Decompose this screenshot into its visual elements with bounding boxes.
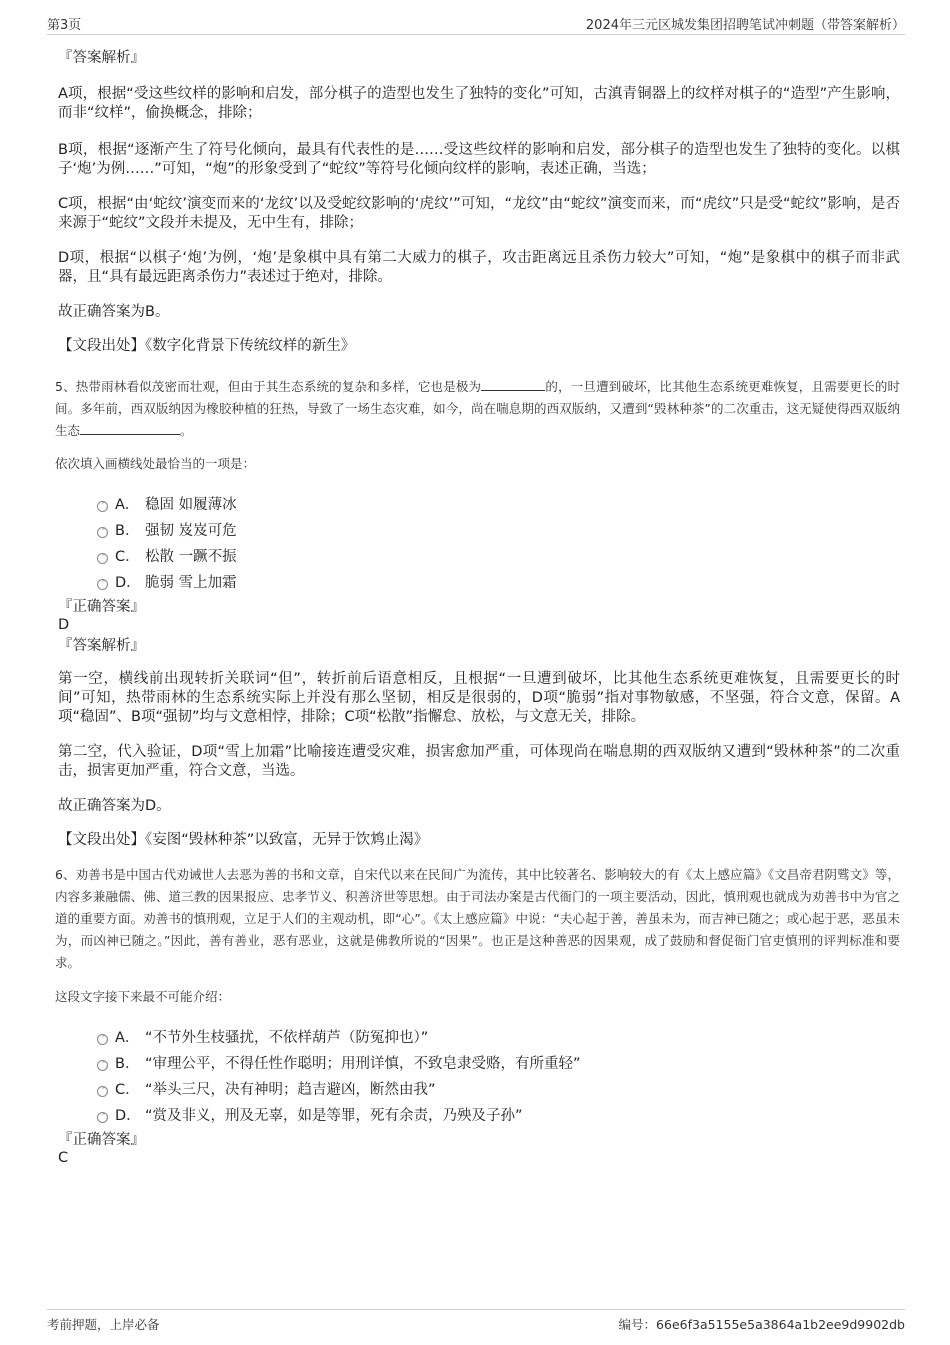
option-a[interactable]: A． 稳固 如履薄冰	[55, 492, 900, 518]
radio-icon[interactable]	[97, 1060, 108, 1071]
analysis-d: D项，根据“以棋子‘炮’为例，‘炮’是象棋中具有第二大威力的棋子，攻击距离远且杀伤力较大”可知，“炮”是象棋中的棋子而非武器，且“具有最远距离杀伤力”表述过于绝对，排除。	[58, 250, 900, 285]
question-5-prompt: 依次填入画横线处最恰当的一项是：	[55, 456, 256, 471]
radio-icon[interactable]	[97, 579, 108, 590]
page-number: 第3页	[47, 18, 82, 33]
page-content	[55, 44, 900, 1167]
analysis-label: 『答案解析』	[58, 50, 145, 66]
radio-icon[interactable]	[97, 527, 108, 538]
option-c[interactable]: C． 松散 一蹶不振	[55, 544, 900, 570]
option-c[interactable]: C． “举头三尺，决有神明；趋吉避凶，断然由我”	[55, 1077, 900, 1103]
source: 【文段出处】《妄图“毁林种茶”以致富，无异于饮鸩止渴》	[58, 832, 429, 848]
analysis-blank-1: 第一空，横线前出现转折关联词“但”，转折前后语意相反，且根据“一旦遭到破坏，比其他生态系统更难恢复，且需要更长的时间”可知，热带雨林的生态系统实际上并没有那么坚韧，相反是很弱的，D项“脆弱”指对事物敏感，不坚强，符合文意，保留。A项“稳固”、B项“强韧”均与文意相悖，排除；C项“松散”指懈怠、放松，与文意无关，排除。	[58, 671, 900, 725]
radio-icon[interactable]	[97, 501, 108, 512]
question-6-options	[55, 1025, 900, 1129]
option-d[interactable]: D． “赏及非义，刑及无辜，如是等罪，死有余责，乃殃及子孙”	[55, 1103, 900, 1129]
radio-icon[interactable]	[97, 553, 108, 564]
option-b[interactable]: B． “审理公平，不得任性作聪明；用刑详慎，不致皂隶受赂，有所重轻”	[55, 1051, 900, 1077]
fill-blank-2[interactable]	[80, 420, 180, 435]
radio-icon[interactable]	[97, 1034, 108, 1045]
analysis-c: C项，根据“由‘蛇纹’演变而来的‘龙纹’以及受蛇纹影响的‘虎纹’”可知，“龙纹”由“蛇纹”演变而来，而“虎纹”只是受“蛇纹”影响，是否来源于“蛇纹”文段并未提及，无中生有，排除；	[58, 196, 900, 231]
document-id: 编号：66e6f3a5155e5a3864a1b2ee9d9902db	[618, 1317, 905, 1332]
question-5-options	[55, 492, 900, 596]
analysis-blank-2: 第二空，代入验证，D项“雪上加霜”比喻接连遭受灾难，损害愈加严重，可体现尚在喘息期的西双版纳又遭到“毁林种茶”的二次重击，损害更加严重，符合文意，当选。	[58, 744, 900, 779]
footer-slogan: 考前押题，上岸必备	[47, 1317, 160, 1332]
fill-blank-1[interactable]	[481, 376, 545, 391]
conclusion: 故正确答案为D。	[58, 798, 171, 814]
answer-label: 『正确答案』	[58, 1132, 145, 1148]
analysis-b: B项，根据“逐渐产生了符号化倾向，最具有代表性的是……受这些纹样的影响和启发，部分棋子的造型也发生了独特的变化。以棋子‘炮’为例……”可知，“炮”的形象受到了“蛇纹”等符号化倾向纹样的影响，表述正确，当选；	[58, 142, 900, 177]
option-b[interactable]: B． 强韧 岌岌可危	[55, 518, 900, 544]
analysis-a: A项，根据“受这些纹样的影响和启发，部分棋子的造型也发生了独特的变化”可知，古滇青铜器上的纹样对棋子的“造型”产生影响，而非“纹样”，偷换概念，排除；	[58, 86, 900, 121]
page-header	[47, 14, 905, 35]
page-footer	[47, 1309, 905, 1339]
option-a[interactable]: A． “不节外生枝骚扰，不依样葫芦（防冤抑也）”	[55, 1025, 900, 1051]
radio-icon[interactable]	[97, 1112, 108, 1123]
analysis-label: 『答案解析』	[58, 638, 145, 654]
question-6-prompt: 这段文字接下来最不可能介绍：	[55, 989, 231, 1004]
source: 【文段出处】《数字化背景下传统纹样的新生》	[58, 338, 356, 354]
correct-answer: D	[58, 617, 70, 633]
document-title: 2024年三元区城发集团招聘笔试冲刺题（带答案解析）	[585, 18, 905, 33]
correct-answer: C	[58, 1150, 69, 1166]
question-5-text: 5、热带雨林看似茂密而壮观，但由于其生态系统的复杂和多样，它也是极为 的，一旦遭到破坏，比其他生态系统更难恢复，且需要更长的时间。多年前，西双版纳因为橡胶种植的狂热，导致了一场生态灾难，如今，尚在喘息期的西双版纳，又遭到“毁林种茶”的二次重击，这无疑使得西双版纳生态 。	[55, 376, 900, 442]
conclusion: 故正确答案为B。	[58, 304, 170, 320]
radio-icon[interactable]	[97, 1086, 108, 1097]
option-d[interactable]: D． 脆弱 雪上加霜	[55, 570, 900, 596]
answer-label: 『正确答案』	[58, 599, 145, 615]
question-6-text: 6、劝善书是中国古代劝诫世人去恶为善的书和文章，自宋代以来在民间广为流传，其中比较著名、影响较大的有《太上感应篇》《文昌帝君阴骘文》等，内容多兼融儒、佛、道三教的因果报应、忠孝节义、积善济世等思想。由于司法办案是古代衙门的一项主要活动，因此，慎刑观也就成为劝善书中为官之道的重要方面。劝善书的慎刑观，立足于人们的主观动机，即“心”。《太上感应篇》中说：“夫心起于善，善虽未为，而吉神已随之；或心起于恶，恶虽未为，而凶神已随之。”因此，善有善业，恶有恶业，这就是佛教所说的“因果”。也正是这种善恶的因果观，成了鼓励和督促衙门官吏慎刑的评判标准和要求。	[55, 867, 900, 970]
